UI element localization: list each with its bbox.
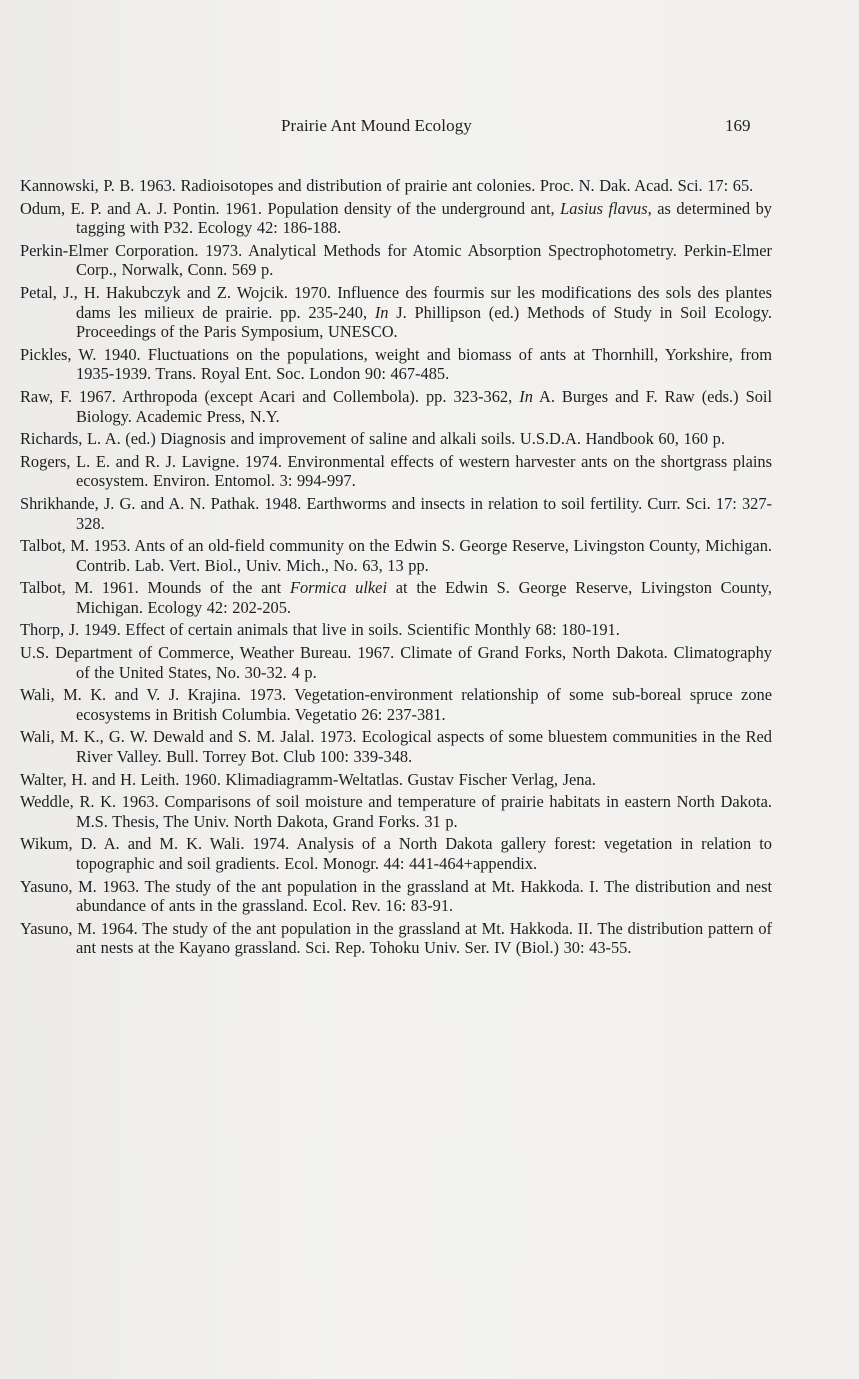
reference-text: U.S. Department of Commerce, Weather Bureau. 1967. Climate of Grand Forks, North Dakota. Climatography of the United States, No. 30-32. 4 p. [20, 643, 772, 682]
reference-text: Perkin-Elmer Corporation. 1973. Analytical Methods for Atomic Absorption Spectrophotometry. Perkin-Elmer Corp., Norwalk, Conn. 569 p. [20, 240, 772, 280]
reference-text: J. Phillipson (ed.) Methods of Study in Soil Ecology. Proceedings of the Paris Symposium, UNESCO. [76, 302, 772, 342]
reference-italic: Formica ulkei [289, 578, 387, 598]
reference-text: Talbot, M. 1953. Ants of an old-field community on the Edwin S. George Reserve, Livingston County, Michigan. Contrib. Lab. Vert. Biol., Univ. Mich., No. 63, 13 pp. [20, 536, 772, 575]
reference-list [20, 176, 772, 961]
reference-text: Rogers, L. E. and R. J. Lavigne. 1974. Environmental effects of western harvester ants on the shortgrass plains ecosystem. Environ. Entomol. 3: 994-997. [20, 451, 772, 491]
reference-text: Kannowski, P. B. 1963. Radioisotopes and distribution of prairie ant colonies. Proc. N. Dak. Acad. Sci. 17: 65. [20, 176, 754, 195]
reference-entry [20, 387, 772, 426]
reference-text: Yasuno, M. 1963. The study of the ant population in the grassland at Mt. Hakkoda. I. The distribution and nest abundance of ants in the grassland. Ecol. Rev. 16: 83-91. [20, 876, 772, 916]
reference-entry [20, 792, 772, 831]
reference-text: Richards, L. A. (ed.) Diagnosis and improvement of saline and alkali soils. U.S.D.A. Handbook 60, 160 p. [20, 429, 725, 449]
reference-entry [20, 241, 772, 280]
reference-entry [20, 620, 772, 640]
reference-text: Wikum, D. A. and M. K. Wali. 1974. Analysis of a North Dakota gallery forest: vegetation in relation to topographic and soil gradients. Ecol. Monogr. 44: 441-464+appendix. [20, 834, 772, 873]
reference-text: Shrikhande, J. G. and A. N. Pathak. 1948. Earthworms and insects in relation to soil fertility. Curr. Sci. 17: 327-328. [20, 493, 772, 533]
reference-entry [20, 199, 772, 238]
reference-entry [20, 834, 772, 873]
reference-entry [20, 578, 772, 617]
reference-text: at the Edwin S. George Reserve, Livingston County, Michigan. Ecology 42: 202-205. [76, 578, 772, 617]
reference-entry [20, 283, 772, 342]
reference-text: Pickles, W. 1940. Fluctuations on the populations, weight and biomass of ants at Thornhill, Yorkshire, from 1935-1939. Trans. Royal Ent. Soc. London 90: 467-485. [20, 344, 772, 384]
reference-entry [20, 536, 772, 575]
reference-text: Weddle, R. K. 1963. Comparisons of soil moisture and temperature of prairie habitats in eastern North Dakota. M.S. Thesis, The Univ. North Dakota, Grand Forks. 31 p. [20, 792, 772, 831]
reference-entry [20, 452, 772, 491]
reference-entry [20, 685, 772, 724]
page-header [0, 116, 859, 138]
reference-entry [20, 877, 772, 916]
reference-text: Yasuno, M. 1964. The study of the ant population in the grassland at Mt. Hakkoda. II. The distribution pattern of ant nests at the Kayano grassland. Sci. Rep. Tohoku Univ. Ser. IV (Biol.) 30: 43-55. [20, 918, 772, 958]
reference-entry [20, 643, 772, 682]
running-head: Prairie Ant Mound Ecology [281, 116, 472, 135]
reference-entry [20, 727, 772, 766]
reference-italic: Lasius flavus [560, 198, 648, 218]
reference-entry [20, 919, 772, 958]
reference-italic: In [374, 302, 389, 322]
reference-text: Raw, F. 1967. Arthropoda (except Acari and Collembola). pp. 323-362, [20, 386, 520, 406]
reference-text: A. Burges and F. Raw (eds.) Soil Biology. Academic Press, N.Y. [76, 386, 773, 426]
reference-text: Odum, E. P. and A. J. Pontin. 1961. Population density of the underground ant, [20, 198, 561, 218]
reference-entry [20, 770, 772, 790]
reference-entry [20, 429, 772, 449]
reference-text: , as determined by tagging with P32. Ecology 42: 186-188. [76, 198, 772, 238]
reference-text: Petal, J., H. Hakubczyk and Z. Wojcik. 1970. Influence des fourmis sur les modifications des sols des plantes dams les milieux de prairie. pp. 235-240, [20, 282, 772, 322]
page-number: 169 [725, 116, 751, 135]
reference-italic: In [519, 386, 533, 406]
reference-entry [20, 345, 772, 384]
reference-text: Thorp, J. 1949. Effect of certain animals that live in soils. Scientific Monthly 68: 180-191. [20, 620, 620, 640]
reference-text: Walter, H. and H. Leith. 1960. Klimadiagramm-Weltatlas. Gustav Fischer Verlag, Jena. [20, 769, 596, 789]
reference-text: Wali, M. K. and V. J. Krajina. 1973. Vegetation-environment relationship of some sub-boreal spruce zone ecosystems in British Columbia. Vegetatio 26: 237-381. [20, 685, 772, 724]
reference-text: Wali, M. K., G. W. Dewald and S. M. Jalal. 1973. Ecological aspects of some bluestem communities in the Red River Valley. Bull. Torrey Bot. Club 100: 339-348. [20, 727, 772, 767]
reference-entry [20, 494, 772, 533]
reference-text: Talbot, M. 1961. Mounds of the ant [20, 578, 290, 598]
reference-entry [20, 176, 772, 196]
